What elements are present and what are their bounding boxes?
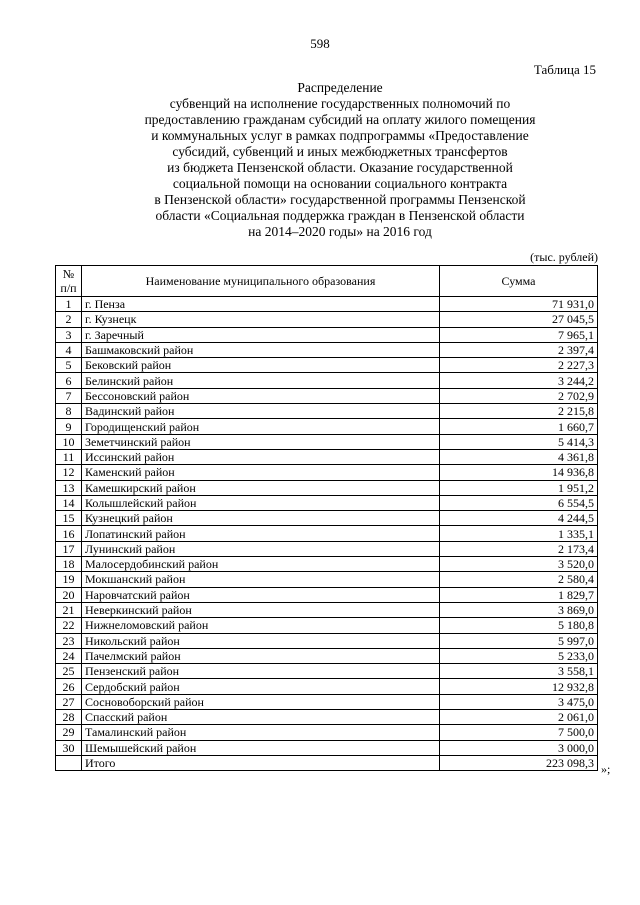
row-name: Земетчинский район	[82, 434, 440, 449]
row-number: 12	[56, 465, 82, 480]
row-sum: 14 936,8	[440, 465, 598, 480]
row-name: Итого	[82, 755, 440, 770]
row-name: Мокшанский район	[82, 572, 440, 587]
row-number: 29	[56, 725, 82, 740]
row-sum: 5 233,0	[440, 648, 598, 663]
row-name: Белинский район	[82, 373, 440, 388]
row-name: Городищенский район	[82, 419, 440, 434]
title-line: социальной помощи на основании социального контракта	[172, 176, 508, 191]
row-number: 7	[56, 388, 82, 403]
table-row	[56, 557, 598, 572]
title-line: субвенций на исполнение государственных полномочий по	[169, 96, 511, 111]
row-sum: 1 951,2	[440, 480, 598, 495]
row-name: Никольский район	[82, 633, 440, 648]
row-sum: 5 997,0	[440, 633, 598, 648]
table-row	[56, 449, 598, 464]
table-row	[56, 419, 598, 434]
row-sum: 71 931,0	[440, 297, 598, 312]
row-name: г. Кузнецк	[82, 312, 440, 327]
table-row	[56, 342, 598, 357]
row-name: Колышлейский район	[82, 495, 440, 510]
closing-quote-mark: »;	[601, 762, 611, 776]
row-name: г. Заречный	[82, 327, 440, 342]
row-name: Сосновоборский район	[82, 694, 440, 709]
row-name: Кузнецкий район	[82, 511, 440, 526]
row-sum: 1 660,7	[440, 419, 598, 434]
row-sum: 3 475,0	[440, 694, 598, 709]
table-row	[56, 358, 598, 373]
table-label: Таблица 15	[533, 62, 596, 77]
row-name: Шемышейский район	[82, 740, 440, 755]
row-sum: 5 414,3	[440, 434, 598, 449]
row-name: Наровчатский район	[82, 587, 440, 602]
row-name: Каменский район	[82, 465, 440, 480]
row-sum: 2 061,0	[440, 710, 598, 725]
table-row	[56, 434, 598, 449]
units-label: (тыс. рублей)	[530, 250, 598, 264]
table-row	[56, 541, 598, 556]
table-row	[56, 526, 598, 541]
table-row	[56, 602, 598, 617]
row-sum: 4 361,8	[440, 449, 598, 464]
table-row	[56, 572, 598, 587]
row-name: Лунинский район	[82, 541, 440, 556]
row-name: г. Пенза	[82, 297, 440, 312]
row-sum: 2 702,9	[440, 388, 598, 403]
table-row	[56, 404, 598, 419]
row-number: 23	[56, 633, 82, 648]
title-line: предоставлению гражданам субсидий на оплату жилого помещения	[144, 112, 536, 127]
row-sum: 2 215,8	[440, 404, 598, 419]
table-row	[56, 694, 598, 709]
distribution-table	[55, 265, 598, 771]
row-sum: 2 397,4	[440, 342, 598, 357]
title-line: и коммунальных услуг в рамках подпрограммы «Предоставление	[151, 128, 529, 143]
row-name: Пачелмский район	[82, 648, 440, 663]
row-name: Малосердобинский район	[82, 557, 440, 572]
table-row	[56, 633, 598, 648]
row-sum: 12 932,8	[440, 679, 598, 694]
row-sum: 3 244,2	[440, 373, 598, 388]
row-sum: 7 500,0	[440, 725, 598, 740]
row-number: 13	[56, 480, 82, 495]
table-body	[56, 297, 598, 771]
page-number: 598	[310, 36, 330, 51]
row-number: 19	[56, 572, 82, 587]
row-number: 17	[56, 541, 82, 556]
title-line: Распределение	[297, 80, 383, 95]
row-number: 15	[56, 511, 82, 526]
row-name: Башмаковский район	[82, 342, 440, 357]
row-number: 14	[56, 495, 82, 510]
row-name: Спасский район	[82, 710, 440, 725]
table-row	[56, 312, 598, 327]
row-name: Иссинский район	[82, 449, 440, 464]
row-number: 18	[56, 557, 82, 572]
row-number: 20	[56, 587, 82, 602]
row-name: Бековский район	[82, 358, 440, 373]
table-row	[56, 618, 598, 633]
row-name: Лопатинский район	[82, 526, 440, 541]
title-line: субсидий, субвенций и иных межбюджетных трансфертов	[172, 144, 508, 159]
row-name: Сердобский район	[82, 679, 440, 694]
table-row	[56, 373, 598, 388]
row-sum: 2 173,4	[440, 541, 598, 556]
row-sum: 2 227,3	[440, 358, 598, 373]
row-number: 3	[56, 327, 82, 342]
row-number: 28	[56, 710, 82, 725]
table-row	[56, 710, 598, 725]
title-line: области «Социальная поддержка граждан в Пензенской области	[155, 208, 525, 223]
row-sum: 1 335,1	[440, 526, 598, 541]
table-row	[56, 511, 598, 526]
row-sum: 3 520,0	[440, 557, 598, 572]
table-row	[56, 495, 598, 510]
row-sum: 223 098,3	[440, 755, 598, 770]
table-row	[56, 480, 598, 495]
row-number: 2	[56, 312, 82, 327]
table-row	[56, 587, 598, 602]
row-name: Пензенский район	[82, 664, 440, 679]
header-sum: Сумма	[440, 266, 598, 297]
row-number: 27	[56, 694, 82, 709]
row-name: Тамалинский район	[82, 725, 440, 740]
table-row	[56, 327, 598, 342]
table-row	[56, 465, 598, 480]
row-sum: 2 580,4	[440, 572, 598, 587]
row-sum: 6 554,5	[440, 495, 598, 510]
row-number: 26	[56, 679, 82, 694]
table-total-row	[56, 755, 598, 770]
title-line: из бюджета Пензенской области. Оказание государственной	[167, 160, 513, 175]
row-number: 16	[56, 526, 82, 541]
row-name: Неверкинский район	[82, 602, 440, 617]
row-sum: 3 869,0	[440, 602, 598, 617]
row-number: 5	[56, 358, 82, 373]
row-number: 11	[56, 449, 82, 464]
row-number: 10	[56, 434, 82, 449]
table-header-row	[56, 266, 598, 297]
header-name: Наименование муниципального образования	[82, 266, 440, 297]
header-number-text: № п/п	[60, 267, 77, 295]
table-row	[56, 664, 598, 679]
table-row	[56, 740, 598, 755]
row-sum: 5 180,8	[440, 618, 598, 633]
row-name: Нижнеломовский район	[82, 618, 440, 633]
document-title	[90, 80, 590, 240]
row-number: 24	[56, 648, 82, 663]
row-name: Камешкирский район	[82, 480, 440, 495]
row-name: Бессоновский район	[82, 388, 440, 403]
table-row	[56, 388, 598, 403]
row-sum: 4 244,5	[440, 511, 598, 526]
row-sum: 3 000,0	[440, 740, 598, 755]
row-name: Вадинский район	[82, 404, 440, 419]
header-number	[56, 266, 82, 297]
table-row	[56, 648, 598, 663]
row-number: 25	[56, 664, 82, 679]
row-number: 21	[56, 602, 82, 617]
table-row	[56, 297, 598, 312]
row-number: 9	[56, 419, 82, 434]
row-number: 22	[56, 618, 82, 633]
title-line: на 2014–2020 годы» на 2016 год	[248, 224, 432, 239]
row-sum: 1 829,7	[440, 587, 598, 602]
row-sum: 27 045,5	[440, 312, 598, 327]
row-number	[56, 755, 82, 770]
row-number: 8	[56, 404, 82, 419]
row-number: 4	[56, 342, 82, 357]
table-row	[56, 679, 598, 694]
row-number: 30	[56, 740, 82, 755]
row-sum: 3 558,1	[440, 664, 598, 679]
table-row	[56, 725, 598, 740]
title-line: в Пензенской области» государственной программы Пензенской	[154, 192, 526, 207]
row-number: 6	[56, 373, 82, 388]
row-sum: 7 965,1	[440, 327, 598, 342]
row-number: 1	[56, 297, 82, 312]
